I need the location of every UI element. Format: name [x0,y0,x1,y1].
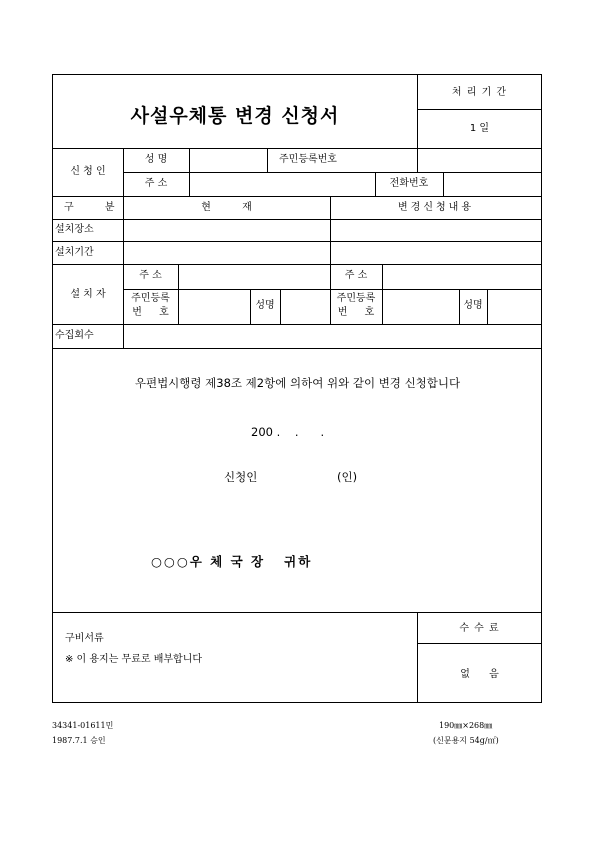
seal-mark: (인) [337,470,358,484]
rule [53,612,542,613]
category-label: 구 분 [64,202,115,213]
processing-period-value: 1 일 [469,123,490,134]
install-location-label: 설치장소 [55,224,94,235]
address-label: 주 소 [144,178,168,189]
installer-address-right: 주 소 [344,270,368,281]
rule [443,172,444,196]
rule [417,109,542,110]
fee-value: 없 음 [460,669,499,680]
rule [417,148,418,172]
rule [123,172,542,173]
installer-name-left: 성명 [255,300,275,311]
date-line: 200 . . . [251,425,325,439]
approval-date: 1987.7.1 승인 [52,736,106,745]
resident-reg-left-line2: 번 호 [132,307,169,318]
rule [53,148,542,149]
rule [53,264,542,265]
installer-address-left: 주 소 [139,270,162,281]
change-content-label: 변경신청내용 [398,202,474,213]
phone-label: 전화번호 [389,178,429,189]
paper-spec: (신문용지 54g/㎡) [433,736,499,745]
paper-size: 190㎜×268㎜ [439,721,493,730]
rule [267,148,268,172]
rule [53,324,542,325]
install-period-label: 설치기간 [55,247,94,258]
fee-label: 수 수 료 [459,623,500,634]
name-label: 성 명 [144,154,168,165]
resident-reg-left-line1: 주민등록 [131,293,170,304]
rule [417,643,542,644]
form-title: 사설우체통 변경 신청서 [130,105,340,127]
rule [280,289,281,324]
rule [53,348,542,349]
form-code: 34341-01611민 [52,721,114,730]
free-distribution-note: ※ 이 용지는 무료로 배부합니다 [65,654,203,665]
applicant-label: 신 청 인 [70,166,106,177]
resident-number-label: 주민등록번호 [279,154,337,165]
addressee: ○○○우 체 국 장 귀하 [151,554,313,569]
installer-label: 설 치 자 [70,289,106,300]
rule [53,196,542,197]
installer-name-right: 성명 [463,300,483,311]
current-label: 현 재 [201,202,252,213]
application-form [52,74,542,703]
rule [53,241,542,242]
rule [189,148,190,196]
rule [382,264,383,324]
documents-label: 구비서류 [65,633,104,644]
applicant-signature-label: 신청인 [224,470,258,484]
rule [53,219,542,220]
rule [178,264,179,324]
rule [417,75,418,148]
application-statement: 우편법시행령 제38조 제2항에 의하여 위와 같이 변경 신청합니다 [134,376,461,390]
resident-reg-right-line2: 번 호 [337,307,375,318]
collection-count-label: 수집회수 [55,330,94,341]
rule [123,289,542,290]
resident-reg-right-line1: 주민등록 [336,293,376,304]
rule [487,289,488,324]
processing-period-label: 처 리 기 간 [451,87,508,98]
